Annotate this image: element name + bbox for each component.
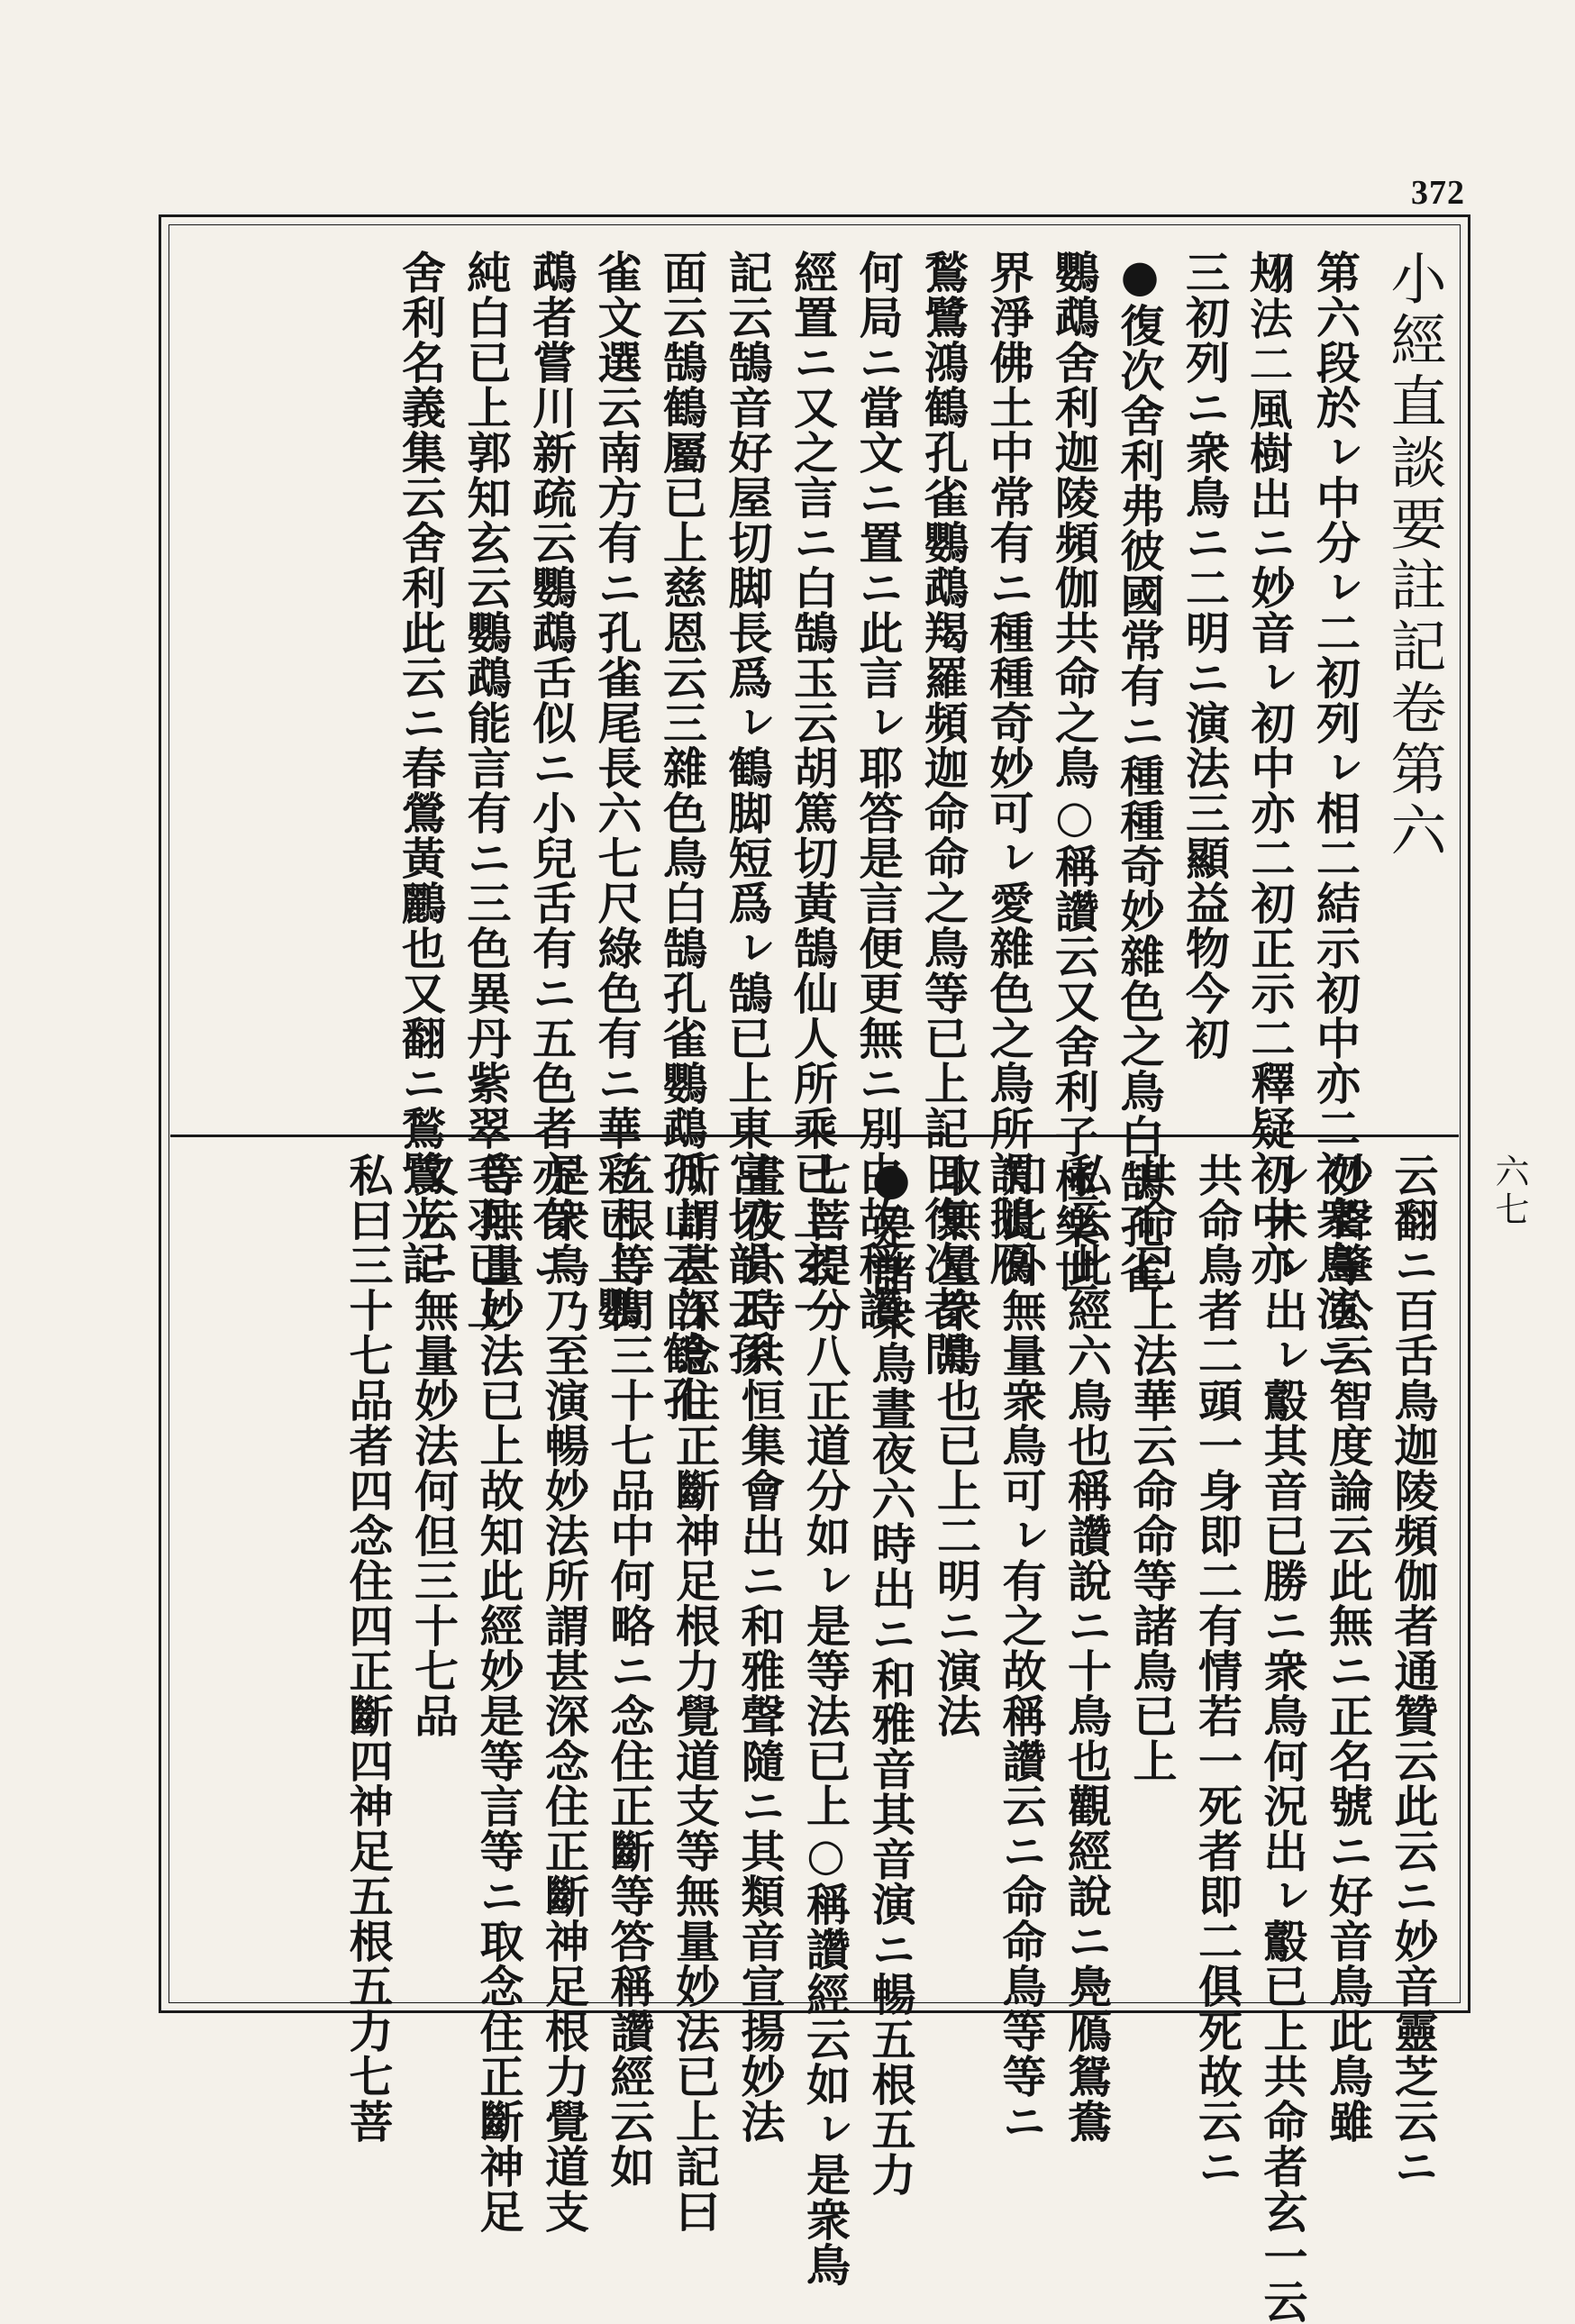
text-line: 妙聲肇公云智度論云此無ニ正名號ニ好音鳥此鳥雖 [1322,1153,1375,2144]
section-divider [170,1135,1459,1137]
text-line: 共命鳥者二頭一身即二有情若一死者即二俱死故云ニ [1191,1153,1244,2189]
text-line: 界淨佛土中常有ニ種種奇妙可ㇾ愛雜色之鳥所謂鵝鴈 [983,250,1035,1286]
upper-text-block [388,250,1447,1421]
text-line: 𦐋法二風樹出ニ妙音ㇾ初中亦二初正示二釋疑初中亦 [1244,250,1297,1286]
text-line: ●復次舍利弗彼國常有ニ種種奇妙雜色之鳥白鵠孔雀 [1114,250,1166,1294]
text-line: 純白已上郭知玄云鸚鵡能言有ニ三色異丹紫翠毛羽已上 [460,250,513,1331]
lower-text-block [336,1153,1447,2324]
text-line: 三初列ニ衆鳥ニ二明ニ演法三顯益物今初 [1179,250,1232,1061]
text-line: 七菩提分八正道分如ㇾ是等法已上○稱讚經云如ㇾ是衆鳥 [799,1153,852,2287]
text-line: 私曰三十七品者四念住四正斷四神足五根五力七菩 [342,1153,395,2144]
text-line: 面云鵠鶴屬已上慈恩云三雜色鳥白鵠孔雀鸚鵡孤山云白鶴孔 [656,250,709,1421]
text-line: 鸚鵡舍利迦陵頻伽共命之鳥○稱讚云又舍利子極樂世 [1048,250,1101,1294]
text-line: ●是諸衆鳥晝夜六時出ニ和雅音其音演ニ暢五根五力 [865,1153,917,2197]
text-line: 又云ニ無量妙法何但三十七品 [407,1153,460,1738]
chapter-title: 小經直談要註記卷第六 [1381,250,1447,862]
text-line: 所謂甚深念住正斷神足根力覺道支等無量妙法已上記曰 [669,1153,722,2234]
text-line: 鶖鷺鴻鶴孔雀鸚鵡羯羅頻迦命命之鳥等已上記曰復次者問 [917,250,970,1376]
text-line: 等無量妙法已上故知此經妙是等言等ニ取念住正斷神足 [473,1153,525,2234]
text-line: 舍利名義集云舍利此云ニ春鶯黃鸝也又翻ニ鶖鷺光記 [395,250,448,1286]
text-line: ㇾ未ㇾ出ㇾ鷇其音已勝ニ衆鳥何況出ㇾ鷇已上共命者玄一云 [1257,1153,1309,2324]
text-line: 晝夜六時共恒集會出ニ和雅聲隨ニ其類音宣揚妙法 [734,1153,787,2144]
text-line: 是衆鳥乃至演暢妙法所謂甚深念住正斷神足根力覺道支 [538,1153,591,2234]
text-line: 記云鵠音好屋切脚長爲ㇾ鶴脚短爲ㇾ鵠已上東宮切韻云孫 [722,250,774,1376]
text-line: 五根等問三十七品中何略ニ念住正斷等答稱讚經云如 [604,1153,656,2189]
text-line: 雀文選云南方有ニ孔雀尾長六七尺綠色有ニ華彩已上鸚 [591,250,643,1331]
text-line: 知此外無量衆鳥可ㇾ有之故稱讚云ニ命命鳥等等ニ [996,1153,1048,2144]
text-line: 第六段於ㇾ中分ㇾ二初列ㇾ相二結示初中亦二初衆鳥演ニ [1309,250,1362,1376]
text-line: 私云此經六鳥也稱讚說ニ十鳥也觀經說ニ鳧鴈鴛鴦 [1061,1153,1114,2144]
text-line: 云翻ニ百舌鳥迦陵頻伽者通贊云此云ニ妙音靈芝云ニ [1388,1153,1440,2189]
page-number: 372 [1411,174,1465,212]
text-frame [159,214,1470,2324]
text-line: 共命已上法華云命命等諸鳥已上 [1126,1153,1179,1783]
text-line: 取無量衆鳥也已上二明ニ演法 [930,1153,983,1738]
text-line: 鵡者嘗川新疏云鸚鵡舌似ニ小兒舌有ニ五色者亦有ニ [525,250,578,1286]
text-line: 何局ニ當文ニ置ニ此言ㇾ耶答是言便更無ニ別由故稱讚 [852,250,905,1331]
text-line: 經置ニ又之言ニ白鵠玉云胡篤切黃鵠仙人所乘已上玄一 [787,250,840,1331]
folio-number: 六七 [1489,1153,1529,1229]
